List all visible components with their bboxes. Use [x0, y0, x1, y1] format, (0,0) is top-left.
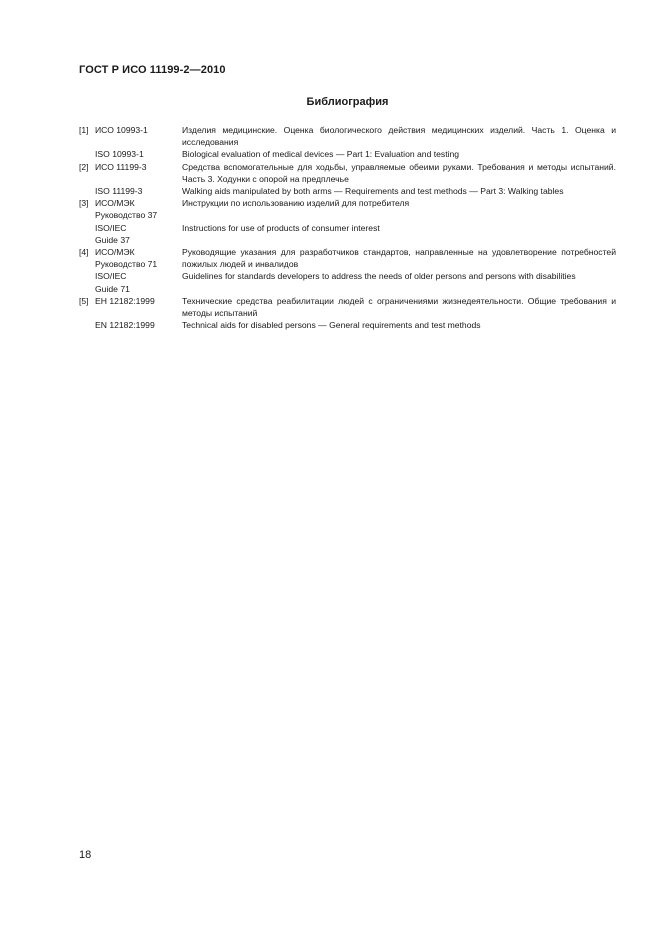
entry-number	[79, 222, 95, 246]
entry-text: Biological evaluation of medical devices — Part 1: Evaluation and testing	[182, 149, 460, 160]
entry-text: Изделия медицинские. Оценка биологического действия медицинских изделий. Часть 1. Оценка и исследования	[182, 125, 616, 148]
entry-code	[95, 295, 182, 319]
entry-code-line: Guide 71	[95, 283, 130, 294]
entry-number	[79, 270, 95, 294]
entry-number	[79, 185, 95, 197]
bibliography-list	[79, 124, 616, 331]
entry-code	[95, 185, 182, 197]
entry-code	[95, 148, 182, 160]
bibliography-entry	[79, 148, 616, 160]
entry-code-line: Guide 37	[95, 234, 130, 245]
entry-text: Технические средства реабилитации людей с ограничениями жизнедеятельности. Общие требования и методы испытаний	[182, 295, 616, 319]
entry-text: Руководящие указания для разработчиков стандартов, направленные на удовлетворение потребностей пожилых людей и инвалидов	[182, 247, 616, 270]
entry-code	[95, 124, 182, 148]
entry-code-line: ISO 10993-1	[95, 149, 144, 160]
entry-code-line: ИСО/МЭК	[95, 247, 135, 258]
bibliography-entry	[79, 161, 616, 185]
entry-code-line: Руководство 71	[95, 259, 158, 270]
entry-code-line: ISO 11199-3	[95, 186, 143, 197]
bibliography-entry	[79, 185, 616, 197]
entry-text: Guidelines for standards developers to address the needs of older persons and persons with disabilities	[182, 271, 576, 282]
entry-text: Instructions for use of products of consumer interest	[182, 222, 380, 233]
bibliography-entry	[79, 222, 616, 246]
entry-number: [2]	[79, 161, 89, 172]
entry-number	[79, 148, 95, 160]
entry-number: [5]	[79, 295, 89, 306]
bibliography-title: Библиография	[306, 96, 389, 108]
bibliography-entry	[79, 295, 616, 319]
entry-code-line: ISO/IEC	[95, 271, 127, 282]
entry-code	[95, 246, 182, 270]
entry-code-line: ЕН 12182:1999	[95, 295, 155, 306]
entry-code	[95, 197, 182, 221]
entry-number: [4]	[79, 247, 89, 258]
standard-header: ГОСТ Р ИСО 11199-2—2010	[79, 64, 226, 76]
bibliography-entry	[79, 270, 616, 294]
bibliography-entry	[79, 246, 616, 270]
bibliography-entry	[79, 319, 616, 331]
entry-code	[95, 222, 182, 246]
entry-code-line: Руководство 37	[95, 210, 158, 221]
entry-text: Инструкции по использованию изделий для потребителя	[182, 198, 410, 209]
entry-code-line: ИСО 11199-3	[95, 161, 147, 172]
entry-number: [1]	[79, 125, 89, 135]
entry-text: Technical aids for disabled persons — General requirements and test methods	[182, 320, 481, 331]
entry-number: [3]	[79, 198, 89, 209]
entry-text: Walking aids manipulated by both arms — Requirements and test methods — Part 3: Walking tables	[182, 186, 564, 197]
entry-code-line: ИСО/МЭК	[95, 198, 135, 209]
entry-code	[95, 270, 182, 294]
bibliography-entry	[79, 124, 616, 148]
entry-code-line: ИСО 10993-1	[95, 125, 148, 135]
entry-text: Средства вспомогательные для ходьбы, управляемые обеими руками. Требования и методы испытаний. Часть 3. Ходунки с опорой на предплечье	[182, 161, 616, 184]
entry-code	[95, 161, 182, 185]
entry-code	[95, 319, 182, 331]
entry-number	[79, 319, 95, 331]
page-number: 18	[79, 849, 92, 861]
entry-code-line: ISO/IEC	[95, 222, 127, 233]
entry-code-line: EN 12182:1999	[95, 320, 155, 331]
bibliography-entry	[79, 197, 616, 221]
